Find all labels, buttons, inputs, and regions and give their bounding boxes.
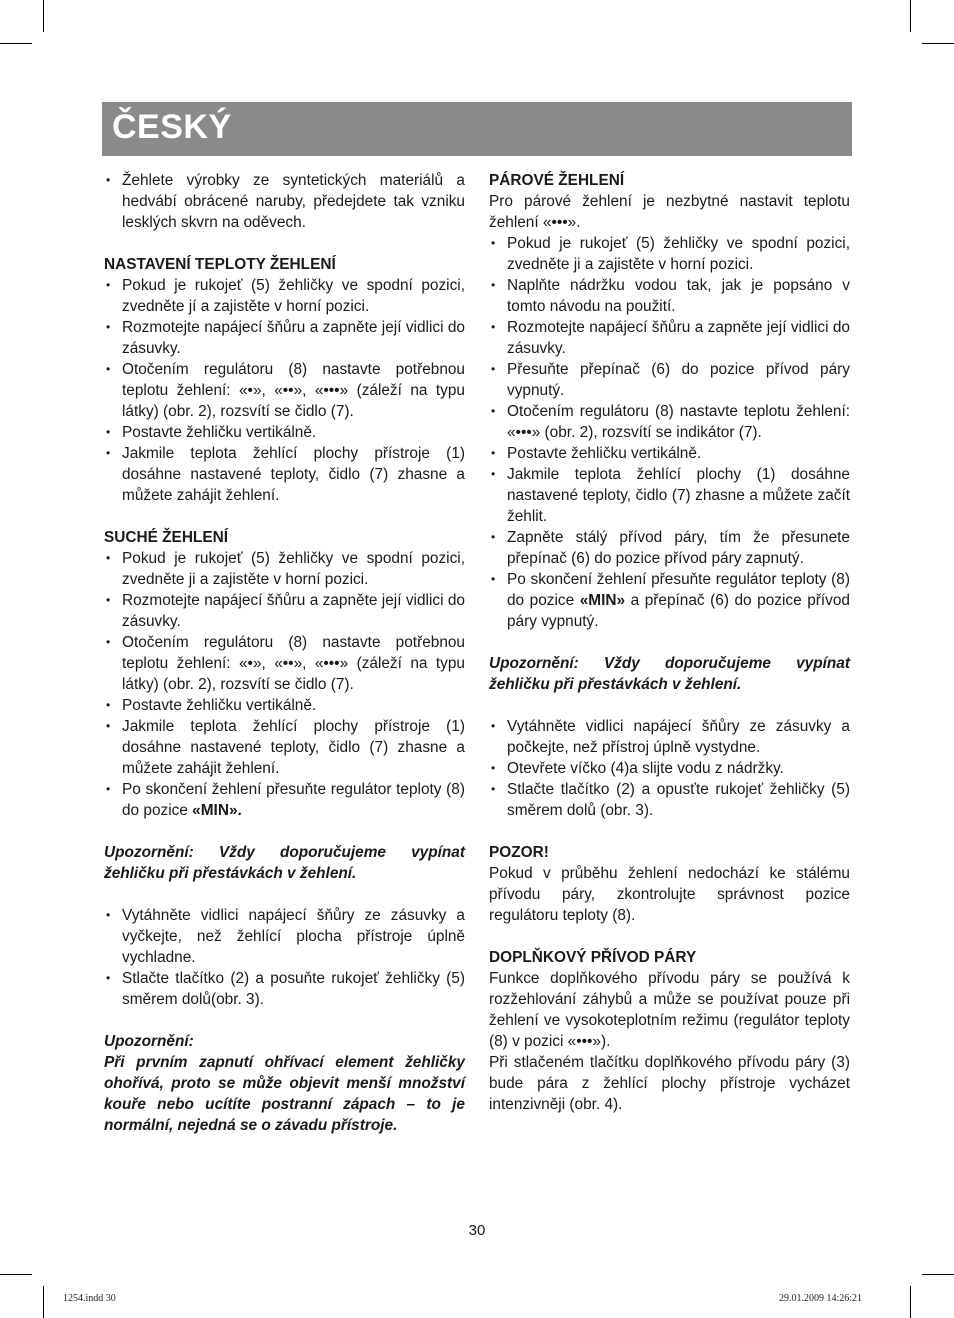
print-date: 29.01.2009 14:26:21 — [779, 1293, 863, 1304]
list-item: • Jakmile teplota žehlící plochy přístroje (1) dosáhne nastavené teploty, čidlo (7) zhasne a můžete zahájit žehlení. — [104, 716, 465, 779]
list-item: • Jakmile teplota žehlící plochy přístroje (1) dosáhne nastavené teploty, čidlo (7) zhasne a můžete zahájit žehlení. — [104, 443, 465, 506]
section-heading-steam-boost: DOPLŇKOVÝ PŘÍVOD PÁRY — [489, 949, 697, 966]
warning-body: Při prvním zapnutí ohřívací element žehličky ohořívá, proto se může objevit menší množství kouře nebo ucítíte postranní zápach – to je normální, nejedná se o závadu přístroje. — [104, 1054, 465, 1134]
intro-list — [104, 170, 465, 233]
right-column — [489, 170, 850, 1115]
list-item: • Rozmotejte napájecí šňůru a zapněte její vidlici do zásuvky. — [104, 590, 465, 632]
list-item: • Rozmotejte napájecí šňůru a zapněte její vidlici do zásuvky. — [104, 317, 465, 359]
after-ironing-list — [104, 905, 465, 1010]
list-item-text: Po skončení žehlení přesuňte regulátor teploty (8) do pozice — [122, 781, 465, 819]
list-item: • Postavte žehličku vertikálně. — [489, 443, 850, 464]
list-item: • Pokud je rukojeť (5) žehličky ve spodní pozici, zvedněte jí a zajistěte v horní pozici. — [104, 275, 465, 317]
min-setting-label: «MIN» — [579, 592, 626, 609]
list-item: • Přesuňte přepínač (6) do pozice přívod páry vypnutý. — [489, 359, 850, 401]
list-item — [489, 569, 850, 632]
list-item-text: a přepínač (6) do pozice přívod páry vypnutý. — [507, 592, 850, 630]
list-item: • Postavte žehličku vertikálně. — [104, 695, 465, 716]
after-steam-list — [489, 716, 850, 821]
list-item: • Otočením regulátoru (8) nastavte potřebnou teplotu žehlení: «•», «••», «•••» (záleží na typu látky) (obr. 2), rozsvítí se čidlo (7). — [104, 359, 465, 422]
list-item: • Otočením regulátoru (8) nastavte teplotu žehlení: «•••» (obr. 2), rozsvítí se indikátor (7). — [489, 401, 850, 443]
crop-mark — [910, 1286, 911, 1318]
list-item: • Žehlete výrobky ze syntetických materiálů a hedvábí obrácené naruby, předejdete tak vzniku lesklých skvrn na oděvech. — [104, 170, 465, 233]
list-item: • Pokud je rukojeť (5) žehličky ve spodní pozici, zvedněte ji a zajistěte v horní pozici. — [104, 548, 465, 590]
list-item: • Rozmotejte napájecí šňůru a zapněte její vidlici do zásuvky. — [489, 317, 850, 359]
list-item: • Otevřete víčko (4)a slijte vodu z nádržky. — [489, 758, 850, 779]
section-heading-temperature: NASTAVENÍ TEPLOTY ŽEHLENÍ — [104, 256, 336, 273]
file-info: 1254.indd 30 — [63, 1293, 116, 1304]
list-item: • Vytáhněte vidlici napájecí šňůry ze zásuvky a vyčkejte, než žehlící plocha přístroje úplně vychladne. — [104, 905, 465, 968]
list-item: • Stlačte tlačítko (2) a opusťte rukojeť žehličky (5) směrem dolů (obr. 3). — [489, 779, 850, 821]
list-item: • Otočením regulátoru (8) nastavte potřebnou teplotu žehlení: «•», «••», «•••» (záleží na typu látky) (obr. 2), rozsvítí se čidlo (7). — [104, 632, 465, 695]
list-item: • Postavte žehličku vertikálně. — [104, 422, 465, 443]
caution-heading: POZOR! — [489, 844, 549, 861]
list-item — [104, 779, 465, 821]
crop-mark — [0, 1274, 32, 1275]
section-heading-steam-ironing: PÁROVÉ ŽEHLENÍ — [489, 172, 625, 189]
steam-boost-body: Při stlačeném tlačítku doplňkového přívodu páry (3) bude pára z žehlící plochy přístroje vycházet intenzivněji (obr. 4). — [489, 1054, 850, 1113]
warning-note: Upozornění: Vždy doporučujeme vypínat žehličku při přestávkách v žehlení. — [489, 655, 850, 693]
dry-ironing-list — [104, 548, 465, 821]
language-header-bar — [102, 102, 852, 156]
warning-note: Upozornění: Vždy doporučujeme vypínat žehličku při přestávkách v žehlení. — [104, 844, 465, 882]
steam-ironing-list — [489, 233, 850, 632]
min-setting-label: «MIN». — [192, 802, 242, 819]
steam-intro: Pro párové žehlení je nezbytné nastavit teplotu žehlení «•••». — [489, 193, 850, 231]
crop-mark — [922, 43, 954, 44]
list-item: • Zapněte stálý přívod páry, tím že přesunete přepínač (6) do pozice přívod páry zapnutý. — [489, 527, 850, 569]
list-item: • Naplňte nádržku vodou tak, jak je popsáno v tomto návodu na použití. — [489, 275, 850, 317]
language-title: ČESKÝ — [112, 108, 232, 146]
temperature-list — [104, 275, 465, 506]
section-heading-dry-ironing: SUCHÉ ŽEHLENÍ — [104, 529, 228, 546]
list-item: • Stlačte tlačítko (2) a posuňte rukojeť žehličky (5) směrem dolů(obr. 3). — [104, 968, 465, 1010]
crop-mark — [43, 0, 44, 32]
steam-boost-body: Funkce doplňkového přívodu páry se používá k rozžehlování záhybů a může se používat pouze při žehlení ve vysokoteplotním režimu (regulátor teploty (8) v pozici «•••»). — [489, 970, 850, 1050]
page-number: 30 — [468, 1222, 486, 1239]
caution-body: Pokud v průběhu žehlení nedochází ke stálému přívodu páry, zkontrolujte správnost pozice regulátoru teploty (8). — [489, 865, 850, 924]
crop-mark — [43, 1286, 44, 1318]
crop-mark — [922, 1274, 954, 1275]
crop-mark — [0, 43, 32, 44]
list-item: • Jakmile teplota žehlící plochy (1) dosáhne nastavené teploty, čidlo (7) zhasne a můžete začít žehlit. — [489, 464, 850, 527]
list-item: • Vytáhněte vidlici napájecí šňůry ze zásuvky a počkejte, než přístroj úplně vystydne. — [489, 716, 850, 758]
left-column — [104, 170, 465, 1136]
crop-mark — [910, 0, 911, 32]
list-item-text: Po skončení žehlení přesuňte regulátor teploty (8) do pozice — [507, 571, 850, 609]
list-item: • Pokud je rukojeť (5) žehličky ve spodní pozici, zvedněte ji a zajistěte v horní pozici. — [489, 233, 850, 275]
warning-title: Upozornění: — [104, 1033, 194, 1050]
